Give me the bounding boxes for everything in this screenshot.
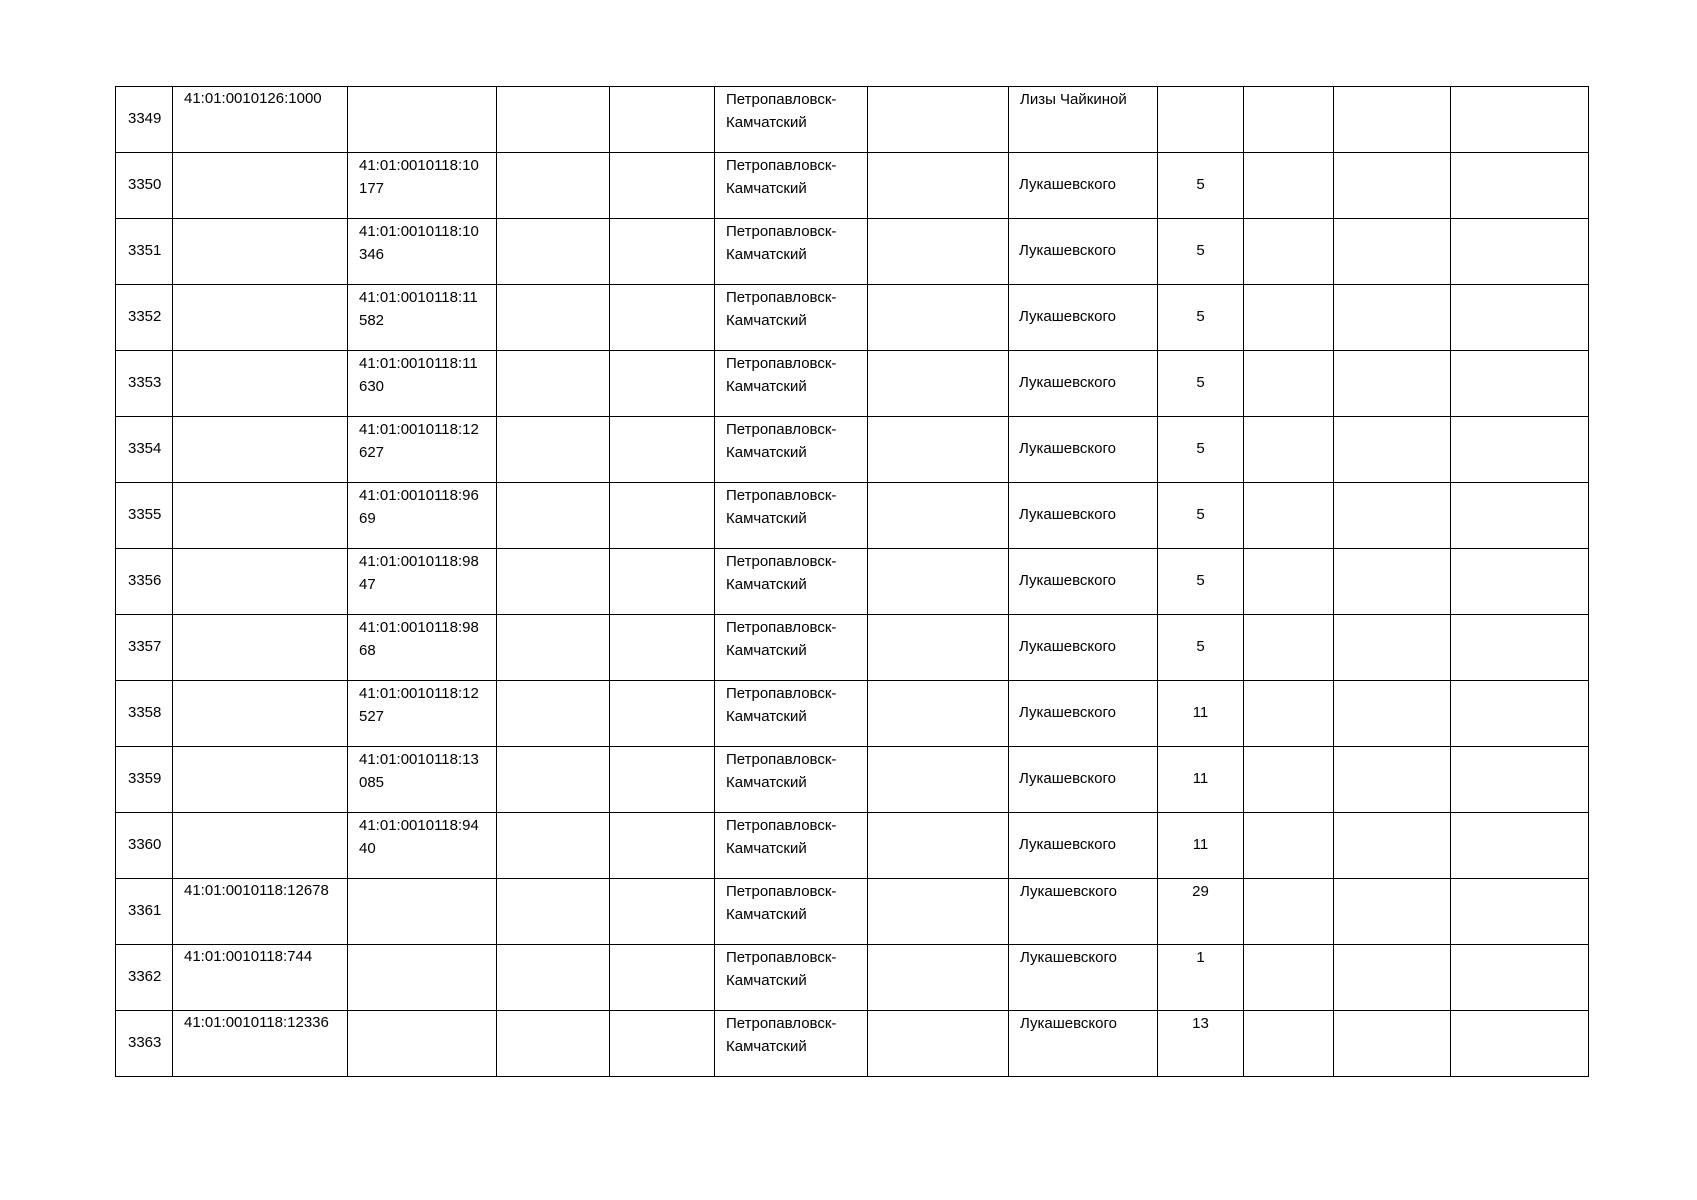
city-cell xyxy=(715,153,868,219)
building-cadastral-cell xyxy=(348,483,497,549)
parcel-cadastral-number xyxy=(184,483,347,484)
table-row xyxy=(116,549,1589,615)
building-cadastral-cell xyxy=(348,945,497,1011)
city-name: Петропавловск-Камчатский xyxy=(726,421,837,461)
parcel-cadastral-cell xyxy=(173,417,348,483)
row-number-cell: 3354 xyxy=(116,417,173,483)
row-number-cell: 3349 xyxy=(116,87,173,153)
city-cell xyxy=(715,549,868,615)
house-number-cell xyxy=(1158,483,1244,549)
empty-cell xyxy=(610,351,715,417)
building-cadastral-number: 41:01:0010118:12627 xyxy=(359,421,479,461)
empty-cell xyxy=(1334,747,1451,813)
empty-cell xyxy=(868,153,1009,219)
empty-cell xyxy=(1451,879,1589,945)
empty-cell xyxy=(497,681,610,747)
empty-cell xyxy=(610,615,715,681)
parcel-cadastral-cell xyxy=(173,351,348,417)
building-cadastral-cell xyxy=(348,879,497,945)
building-cadastral-cell xyxy=(348,615,497,681)
empty-cell xyxy=(1244,945,1334,1011)
empty-cell xyxy=(610,285,715,351)
house-number xyxy=(1158,87,1243,89)
empty-cell xyxy=(1451,549,1589,615)
building-cadastral-cell xyxy=(348,1011,497,1077)
house-number: 11 xyxy=(1192,770,1209,788)
street-name: Лукашевского xyxy=(1019,506,1116,524)
empty-cell xyxy=(868,417,1009,483)
empty-cell xyxy=(1244,1011,1334,1077)
house-number-cell xyxy=(1158,417,1244,483)
building-cadastral-number: 41:01:0010118:13085 xyxy=(359,751,479,791)
empty-cell xyxy=(1244,483,1334,549)
parcel-cadastral-number xyxy=(184,219,347,220)
empty-cell xyxy=(1244,615,1334,681)
city-name: Петропавловск-Камчатский xyxy=(726,157,837,197)
empty-cell xyxy=(1451,87,1589,153)
empty-cell xyxy=(1334,153,1451,219)
building-cadastral-cell xyxy=(348,681,497,747)
parcel-cadastral-number xyxy=(184,615,347,616)
empty-cell xyxy=(610,879,715,945)
city-name: Петропавловск-Камчатский xyxy=(726,619,837,659)
table-row xyxy=(116,615,1589,681)
empty-cell xyxy=(868,483,1009,549)
city-cell xyxy=(715,945,868,1011)
table-row xyxy=(116,945,1589,1011)
street-name: Лукашевского xyxy=(1019,704,1116,722)
empty-cell xyxy=(1244,153,1334,219)
empty-cell xyxy=(1244,351,1334,417)
house-number: 5 xyxy=(1196,506,1205,524)
building-cadastral-cell xyxy=(348,87,497,153)
building-cadastral-number: 41:01:0010118:9868 xyxy=(359,619,479,659)
row-number-cell: 3350 xyxy=(116,153,173,219)
city-name: Петропавловск-Камчатский xyxy=(726,487,837,527)
row-number-cell: 3359 xyxy=(116,747,173,813)
city-cell xyxy=(715,417,868,483)
house-number: 11 xyxy=(1192,704,1209,722)
empty-cell xyxy=(497,945,610,1011)
street-name: Лукашевского xyxy=(1019,374,1116,392)
parcel-cadastral-number: 41:01:0010118:744 xyxy=(184,948,313,965)
empty-cell xyxy=(868,285,1009,351)
parcel-cadastral-cell xyxy=(173,615,348,681)
empty-cell xyxy=(497,747,610,813)
table-row xyxy=(116,1011,1589,1077)
empty-cell xyxy=(1244,285,1334,351)
street-name: Лукашевского xyxy=(1019,308,1116,326)
city-cell xyxy=(715,351,868,417)
street-name: Лизы Чайкиной xyxy=(1020,91,1127,108)
city-cell xyxy=(715,813,868,879)
empty-cell xyxy=(1334,879,1451,945)
house-number: 5 xyxy=(1196,638,1205,656)
city-cell xyxy=(715,285,868,351)
parcel-cadastral-cell xyxy=(173,87,348,153)
empty-cell xyxy=(1334,483,1451,549)
empty-cell xyxy=(610,747,715,813)
building-cadastral-number xyxy=(359,1011,483,1013)
empty-cell xyxy=(868,945,1009,1011)
empty-cell xyxy=(497,879,610,945)
table-row xyxy=(116,219,1589,285)
building-cadastral-number: 41:01:0010118:11582 xyxy=(359,289,478,329)
row-number-cell: 3355 xyxy=(116,483,173,549)
parcel-cadastral-cell xyxy=(173,219,348,285)
row-number-cell: 3357 xyxy=(116,615,173,681)
empty-cell xyxy=(497,285,610,351)
parcel-cadastral-number xyxy=(184,747,347,748)
building-cadastral-cell xyxy=(348,747,497,813)
empty-cell xyxy=(1244,681,1334,747)
street-cell xyxy=(1009,153,1158,219)
city-name: Петропавловск-Камчатский xyxy=(726,289,837,329)
house-number-cell xyxy=(1158,813,1244,879)
building-cadastral-number xyxy=(359,879,483,881)
street-name: Лукашевского xyxy=(1019,836,1116,854)
house-number-cell xyxy=(1158,615,1244,681)
table-row xyxy=(116,483,1589,549)
empty-cell xyxy=(868,87,1009,153)
parcel-cadastral-number xyxy=(184,285,347,286)
empty-cell xyxy=(497,153,610,219)
parcel-cadastral-number xyxy=(184,549,347,550)
street-name: Лукашевского xyxy=(1019,572,1116,590)
table-row xyxy=(116,351,1589,417)
empty-cell xyxy=(610,87,715,153)
city-cell xyxy=(715,87,868,153)
empty-cell xyxy=(868,813,1009,879)
house-number: 29 xyxy=(1192,883,1209,900)
parcel-cadastral-cell xyxy=(173,153,348,219)
street-name: Лукашевского xyxy=(1019,176,1116,194)
city-name: Петропавловск-Камчатский xyxy=(726,91,837,131)
empty-cell xyxy=(1334,417,1451,483)
street-cell xyxy=(1009,945,1158,1011)
building-cadastral-cell xyxy=(348,549,497,615)
table-row xyxy=(116,417,1589,483)
street-name: Лукашевского xyxy=(1019,440,1116,458)
empty-cell xyxy=(610,945,715,1011)
empty-cell xyxy=(610,219,715,285)
empty-cell xyxy=(610,153,715,219)
empty-cell xyxy=(610,417,715,483)
empty-cell xyxy=(868,1011,1009,1077)
house-number-cell xyxy=(1158,1011,1244,1077)
empty-cell xyxy=(1244,813,1334,879)
empty-cell xyxy=(497,483,610,549)
house-number-cell xyxy=(1158,681,1244,747)
parcel-cadastral-cell xyxy=(173,945,348,1011)
row-number-cell: 3362 xyxy=(116,945,173,1011)
empty-cell xyxy=(497,615,610,681)
parcel-cadastral-cell xyxy=(173,1011,348,1077)
empty-cell xyxy=(1334,813,1451,879)
building-cadastral-number: 41:01:0010118:11630 xyxy=(359,355,478,395)
street-name: Лукашевского xyxy=(1020,883,1117,900)
empty-cell xyxy=(1244,417,1334,483)
street-cell xyxy=(1009,219,1158,285)
street-cell xyxy=(1009,549,1158,615)
empty-cell xyxy=(1244,879,1334,945)
empty-cell xyxy=(1334,615,1451,681)
empty-cell xyxy=(610,549,715,615)
city-name: Петропавловск-Камчатский xyxy=(726,223,837,263)
table-row xyxy=(116,153,1589,219)
city-name: Петропавловск-Камчатский xyxy=(726,949,837,989)
building-cadastral-cell xyxy=(348,219,497,285)
street-cell xyxy=(1009,747,1158,813)
empty-cell xyxy=(1451,351,1589,417)
table-row xyxy=(116,681,1589,747)
empty-cell xyxy=(1334,1011,1451,1077)
house-number-cell xyxy=(1158,351,1244,417)
city-cell xyxy=(715,681,868,747)
empty-cell xyxy=(1244,87,1334,153)
empty-cell xyxy=(610,1011,715,1077)
building-cadastral-number xyxy=(359,87,483,89)
empty-cell xyxy=(1451,813,1589,879)
city-cell xyxy=(715,219,868,285)
street-cell xyxy=(1009,813,1158,879)
street-cell xyxy=(1009,285,1158,351)
row-number-cell: 3363 xyxy=(116,1011,173,1077)
parcel-cadastral-cell xyxy=(173,681,348,747)
street-cell xyxy=(1009,681,1158,747)
building-cadastral-cell xyxy=(348,285,497,351)
house-number-cell xyxy=(1158,153,1244,219)
city-cell xyxy=(715,615,868,681)
street-cell xyxy=(1009,483,1158,549)
city-name: Петропавловск-Камчатский xyxy=(726,751,837,791)
empty-cell xyxy=(1334,351,1451,417)
empty-cell xyxy=(868,351,1009,417)
city-name: Петропавловск-Камчатский xyxy=(726,553,837,593)
address-register-table xyxy=(115,86,1589,1077)
street-cell xyxy=(1009,615,1158,681)
empty-cell xyxy=(1451,285,1589,351)
empty-cell xyxy=(610,681,715,747)
building-cadastral-cell xyxy=(348,351,497,417)
building-cadastral-number: 41:01:0010118:10346 xyxy=(359,223,479,263)
parcel-cadastral-number xyxy=(184,153,347,154)
house-number: 5 xyxy=(1196,242,1205,260)
empty-cell xyxy=(1451,1011,1589,1077)
empty-cell xyxy=(1334,219,1451,285)
table-row xyxy=(116,285,1589,351)
street-cell xyxy=(1009,417,1158,483)
house-number-cell xyxy=(1158,945,1244,1011)
house-number: 5 xyxy=(1196,440,1205,458)
street-cell xyxy=(1009,351,1158,417)
empty-cell xyxy=(497,351,610,417)
city-name: Петропавловск-Камчатский xyxy=(726,1015,837,1055)
row-number-cell: 3361 xyxy=(116,879,173,945)
parcel-cadastral-cell xyxy=(173,879,348,945)
empty-cell xyxy=(497,417,610,483)
empty-cell xyxy=(868,879,1009,945)
empty-cell xyxy=(1244,549,1334,615)
table-row xyxy=(116,747,1589,813)
empty-cell xyxy=(868,615,1009,681)
house-number: 5 xyxy=(1196,176,1205,194)
table-row xyxy=(116,87,1589,153)
city-name: Петропавловск-Камчатский xyxy=(726,883,837,923)
street-name: Лукашевского xyxy=(1019,242,1116,260)
table-row xyxy=(116,813,1589,879)
building-cadastral-number: 41:01:0010118:9440 xyxy=(359,817,479,857)
parcel-cadastral-cell xyxy=(173,285,348,351)
empty-cell xyxy=(610,813,715,879)
house-number: 5 xyxy=(1196,572,1205,590)
empty-cell xyxy=(610,483,715,549)
row-number-cell: 3356 xyxy=(116,549,173,615)
street-name: Лукашевского xyxy=(1020,1015,1117,1032)
empty-cell xyxy=(1334,87,1451,153)
empty-cell xyxy=(1451,153,1589,219)
row-number-cell: 3360 xyxy=(116,813,173,879)
building-cadastral-number: 41:01:0010118:12527 xyxy=(359,685,479,725)
parcel-cadastral-number xyxy=(184,351,347,352)
empty-cell xyxy=(1451,483,1589,549)
house-number: 5 xyxy=(1196,374,1205,392)
parcel-cadastral-cell xyxy=(173,747,348,813)
building-cadastral-cell xyxy=(348,813,497,879)
empty-cell xyxy=(497,219,610,285)
house-number-cell xyxy=(1158,285,1244,351)
empty-cell xyxy=(868,549,1009,615)
empty-cell xyxy=(1451,747,1589,813)
empty-cell xyxy=(497,813,610,879)
house-number-cell xyxy=(1158,747,1244,813)
building-cadastral-number: 41:01:0010118:9669 xyxy=(359,487,479,527)
empty-cell xyxy=(1244,219,1334,285)
house-number: 1 xyxy=(1196,949,1205,966)
empty-cell xyxy=(497,1011,610,1077)
house-number-cell xyxy=(1158,219,1244,285)
street-name: Лукашевского xyxy=(1019,638,1116,656)
city-cell xyxy=(715,1011,868,1077)
empty-cell xyxy=(1334,945,1451,1011)
row-number-cell: 3352 xyxy=(116,285,173,351)
city-cell xyxy=(715,879,868,945)
city-name: Петропавловск-Камчатский xyxy=(726,817,837,857)
building-cadastral-number xyxy=(359,945,483,947)
street-cell xyxy=(1009,879,1158,945)
parcel-cadastral-number xyxy=(184,681,347,682)
table-body xyxy=(116,87,1589,1077)
empty-cell xyxy=(1334,285,1451,351)
street-cell xyxy=(1009,1011,1158,1077)
street-name: Лукашевского xyxy=(1019,770,1116,788)
building-cadastral-cell xyxy=(348,417,497,483)
house-number: 5 xyxy=(1196,308,1205,326)
empty-cell xyxy=(1451,219,1589,285)
parcel-cadastral-number: 41:01:0010118:12336 xyxy=(184,1014,329,1031)
building-cadastral-cell xyxy=(348,153,497,219)
parcel-cadastral-cell xyxy=(173,813,348,879)
parcel-cadastral-number xyxy=(184,813,347,814)
empty-cell xyxy=(868,681,1009,747)
empty-cell xyxy=(1451,615,1589,681)
empty-cell xyxy=(1451,945,1589,1011)
empty-cell xyxy=(1334,681,1451,747)
empty-cell xyxy=(1334,549,1451,615)
empty-cell xyxy=(497,549,610,615)
city-name: Петропавловск-Камчатский xyxy=(726,685,837,725)
city-name: Петропавловск-Камчатский xyxy=(726,355,837,395)
parcel-cadastral-cell xyxy=(173,483,348,549)
empty-cell xyxy=(1244,747,1334,813)
empty-cell xyxy=(1451,417,1589,483)
table-row xyxy=(116,879,1589,945)
city-cell xyxy=(715,747,868,813)
row-number-cell: 3353 xyxy=(116,351,173,417)
house-number: 13 xyxy=(1192,1015,1209,1032)
parcel-cadastral-cell xyxy=(173,549,348,615)
building-cadastral-number: 41:01:0010118:9847 xyxy=(359,553,479,593)
empty-cell xyxy=(1451,681,1589,747)
parcel-cadastral-number xyxy=(184,417,347,418)
empty-cell xyxy=(868,219,1009,285)
empty-cell xyxy=(868,747,1009,813)
house-number-cell xyxy=(1158,87,1244,153)
row-number-cell: 3351 xyxy=(116,219,173,285)
row-number-cell: 3358 xyxy=(116,681,173,747)
parcel-cadastral-number: 41:01:0010118:12678 xyxy=(184,882,329,899)
house-number-cell xyxy=(1158,879,1244,945)
building-cadastral-number: 41:01:0010118:10177 xyxy=(359,157,479,197)
parcel-cadastral-number: 41:01:0010126:1000 xyxy=(184,90,322,107)
city-cell xyxy=(715,483,868,549)
empty-cell xyxy=(497,87,610,153)
house-number-cell xyxy=(1158,549,1244,615)
street-name: Лукашевского xyxy=(1020,949,1117,966)
house-number: 11 xyxy=(1192,836,1209,854)
street-cell xyxy=(1009,87,1158,153)
